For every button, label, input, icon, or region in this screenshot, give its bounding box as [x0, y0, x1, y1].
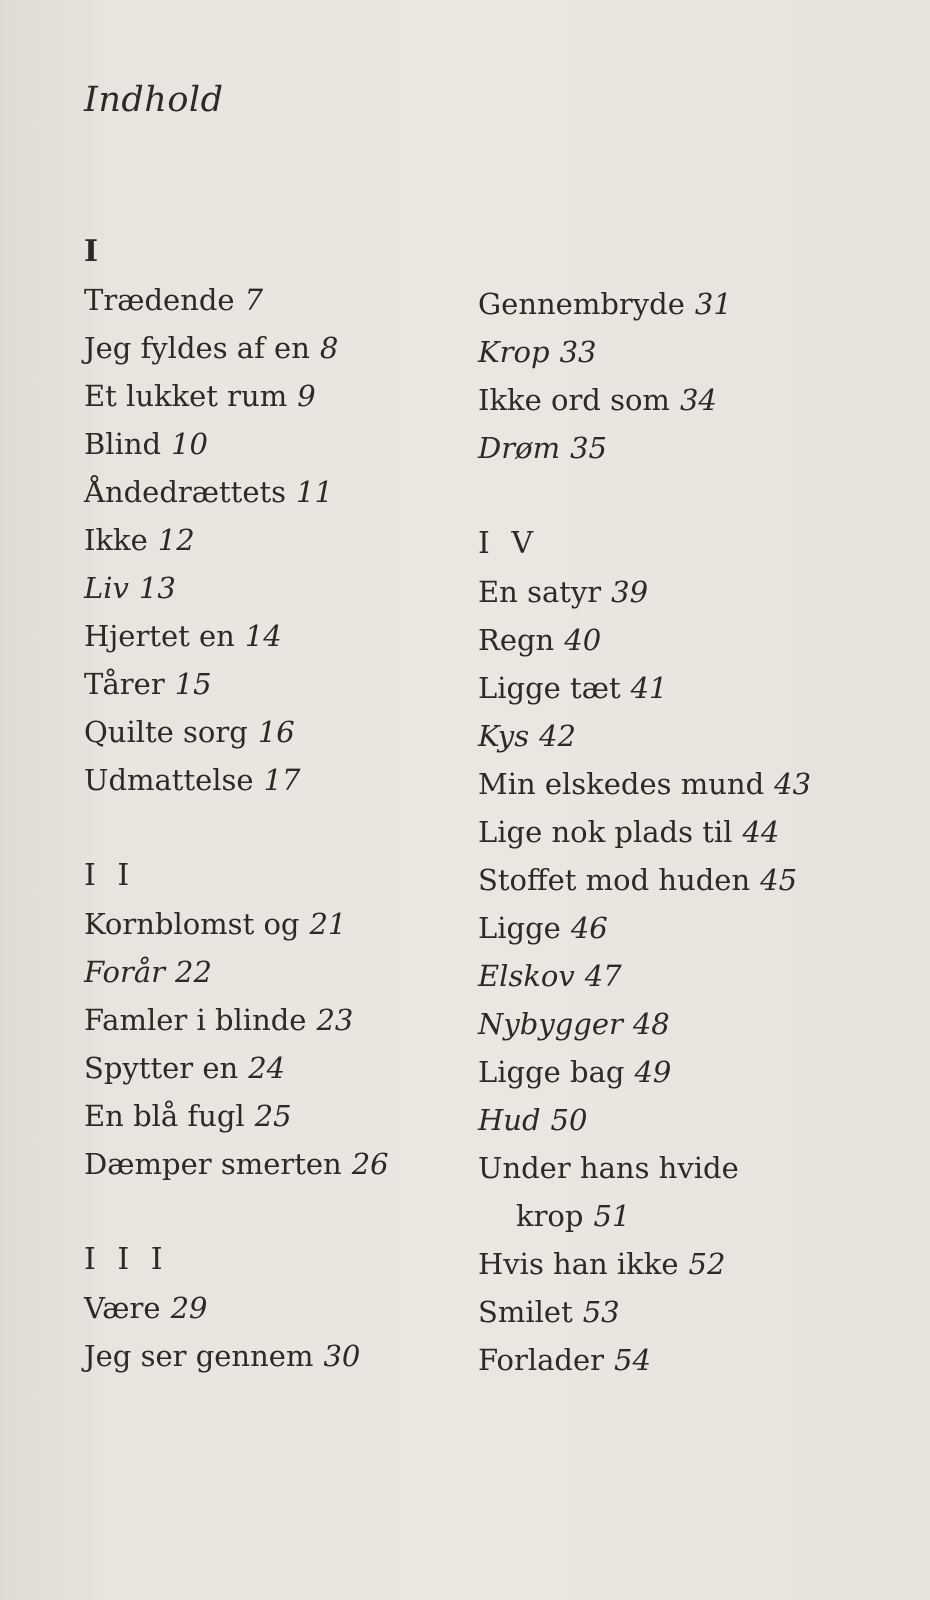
- entry-title: En satyr: [478, 575, 602, 609]
- section-heading: I I I: [84, 1242, 169, 1277]
- toc-entry: [84, 756, 464, 804]
- entry-page: 12: [157, 523, 195, 557]
- entry-title: Under hans hvide: [478, 1151, 739, 1185]
- toc-entry: [478, 1000, 898, 1048]
- toc-entry: [478, 1336, 898, 1384]
- entry-page: 7: [244, 283, 264, 317]
- toc-entry: [478, 712, 898, 760]
- toc-entry: [478, 1144, 898, 1192]
- entry-page: 16: [257, 715, 295, 749]
- toc-entry: [84, 420, 464, 468]
- entry-page: 33: [559, 335, 597, 369]
- toc-entry: [478, 664, 898, 712]
- entry-title: Gennembryde: [478, 287, 685, 321]
- spacer: [84, 804, 464, 852]
- toc-entry: [84, 948, 464, 996]
- entry-page: 35: [570, 431, 607, 465]
- entry-page: 29: [170, 1291, 208, 1325]
- entry-title: Hvis han ikke: [478, 1247, 679, 1281]
- toc-entry: [84, 564, 464, 612]
- entry-page: 43: [774, 767, 812, 801]
- toc-entry: [84, 708, 464, 756]
- entry-title: Smilet: [478, 1295, 573, 1329]
- section-heading: I I: [84, 858, 136, 893]
- entry-page: 49: [634, 1055, 672, 1089]
- toc-entry: [478, 376, 898, 424]
- entry-title: Kys: [478, 719, 530, 753]
- entry-page: 45: [760, 863, 798, 897]
- entry-title: Ikke ord som: [478, 383, 670, 417]
- entry-page: 14: [244, 619, 282, 653]
- toc-entry: [84, 660, 464, 708]
- entry-page: 46: [570, 911, 608, 945]
- entry-title: Ikke: [84, 523, 148, 557]
- toc-entry: [478, 1240, 898, 1288]
- entry-page: 8: [319, 331, 339, 365]
- toc-column-left: [84, 228, 464, 1380]
- section-heading: I V: [478, 526, 540, 561]
- entry-title: Famler i blinde: [84, 1003, 307, 1037]
- toc-entry: [84, 468, 464, 516]
- entry-title: Trædende: [84, 283, 235, 317]
- toc-entry: [478, 808, 898, 856]
- entry-page: 11: [296, 475, 333, 509]
- entry-title: Være: [84, 1291, 161, 1325]
- toc-entry: [478, 904, 898, 952]
- entry-page: 31: [694, 287, 732, 321]
- entry-title: Forår: [84, 955, 166, 989]
- entry-page: 30: [323, 1339, 361, 1373]
- toc-entry: [84, 372, 464, 420]
- entry-page: 54: [614, 1343, 651, 1377]
- entry-page: 48: [632, 1007, 670, 1041]
- entry-title: Blind: [84, 427, 162, 461]
- entry-title: Liv: [84, 571, 129, 605]
- toc-entry: [84, 996, 464, 1044]
- entry-title: Spytter en: [84, 1051, 239, 1085]
- entry-title-continued: krop: [516, 1199, 584, 1233]
- entry-page: 24: [248, 1051, 286, 1085]
- toc-entry: [84, 276, 464, 324]
- entry-page: 41: [630, 671, 668, 705]
- toc-entry: [84, 612, 464, 660]
- entry-title: Stoffet mod huden: [478, 863, 751, 897]
- toc-entry: [478, 1096, 898, 1144]
- entry-page: 51: [593, 1199, 631, 1233]
- entry-title: Ligge bag: [478, 1055, 625, 1089]
- section-heading: I: [84, 234, 99, 269]
- entry-page: 26: [351, 1147, 389, 1181]
- toc-entry: [478, 568, 898, 616]
- entry-title: Tårer: [84, 667, 165, 701]
- toc-entry: [478, 952, 898, 1000]
- entry-title: Nybygger: [478, 1007, 623, 1041]
- toc-entry: [84, 1140, 464, 1188]
- toc-entry: [84, 516, 464, 564]
- entry-page: 50: [550, 1103, 588, 1137]
- entry-title: Jeg fyldes af en: [84, 331, 310, 365]
- entry-page: 10: [171, 427, 209, 461]
- entry-title: Elskov: [478, 959, 575, 993]
- toc-entry: [84, 1332, 464, 1380]
- entry-title: Min elskedes mund: [478, 767, 765, 801]
- entry-title: Forlader: [478, 1343, 605, 1377]
- toc-entry: [478, 856, 898, 904]
- entry-page: 44: [742, 815, 780, 849]
- page-title: Indhold: [84, 80, 224, 120]
- toc-entry: [478, 1048, 898, 1096]
- toc-entry: [478, 328, 898, 376]
- entry-title: Udmattelse: [84, 763, 254, 797]
- toc-entry: [478, 424, 898, 472]
- entry-title: En blå fugl: [84, 1099, 245, 1133]
- entry-title: Ligge tæt: [478, 671, 621, 705]
- toc-entry: [84, 1284, 464, 1332]
- entry-page: 22: [175, 955, 212, 989]
- entry-title: Regn: [478, 623, 555, 657]
- entry-title: Kornblomst og: [84, 907, 300, 941]
- entry-page: 13: [138, 571, 176, 605]
- entry-page: 34: [679, 383, 717, 417]
- entry-page: 47: [584, 959, 622, 993]
- toc-column-right: [478, 280, 898, 1384]
- entry-title: Lige nok plads til: [478, 815, 733, 849]
- toc-entry: [84, 900, 464, 948]
- entry-page: 21: [309, 907, 347, 941]
- entry-page: 39: [611, 575, 649, 609]
- entry-title: Krop: [478, 335, 550, 369]
- entry-title: Hjertet en: [84, 619, 235, 653]
- toc-entry: [478, 280, 898, 328]
- entry-title: Dæmper smerten: [84, 1147, 342, 1181]
- entry-title: Et lukket rum: [84, 379, 288, 413]
- entry-page: 9: [297, 379, 316, 413]
- toc-entry-continuation: [478, 1192, 898, 1240]
- entry-page: 15: [174, 667, 212, 701]
- entry-title: Drøm: [478, 431, 561, 465]
- toc-entry: [84, 324, 464, 372]
- toc-entry: [478, 1288, 898, 1336]
- entry-page: 25: [254, 1099, 292, 1133]
- entry-page: 17: [263, 763, 301, 797]
- entry-title: Quilte sorg: [84, 715, 248, 749]
- entry-title: Ligge: [478, 911, 561, 945]
- spacer: [84, 1188, 464, 1236]
- entry-page: 42: [539, 719, 576, 753]
- toc-entry: [84, 1092, 464, 1140]
- entry-page: 23: [316, 1003, 354, 1037]
- toc-entry: [478, 760, 898, 808]
- spacer: [478, 472, 898, 520]
- entry-page: 53: [582, 1295, 620, 1329]
- entry-page: 40: [564, 623, 602, 657]
- entry-title: Hud: [478, 1103, 541, 1137]
- entry-page: 52: [688, 1247, 726, 1281]
- entry-title: Jeg ser gennem: [84, 1339, 314, 1373]
- toc-entry: [84, 1044, 464, 1092]
- toc-entry: [478, 616, 898, 664]
- entry-title: Åndedrættets: [84, 475, 287, 509]
